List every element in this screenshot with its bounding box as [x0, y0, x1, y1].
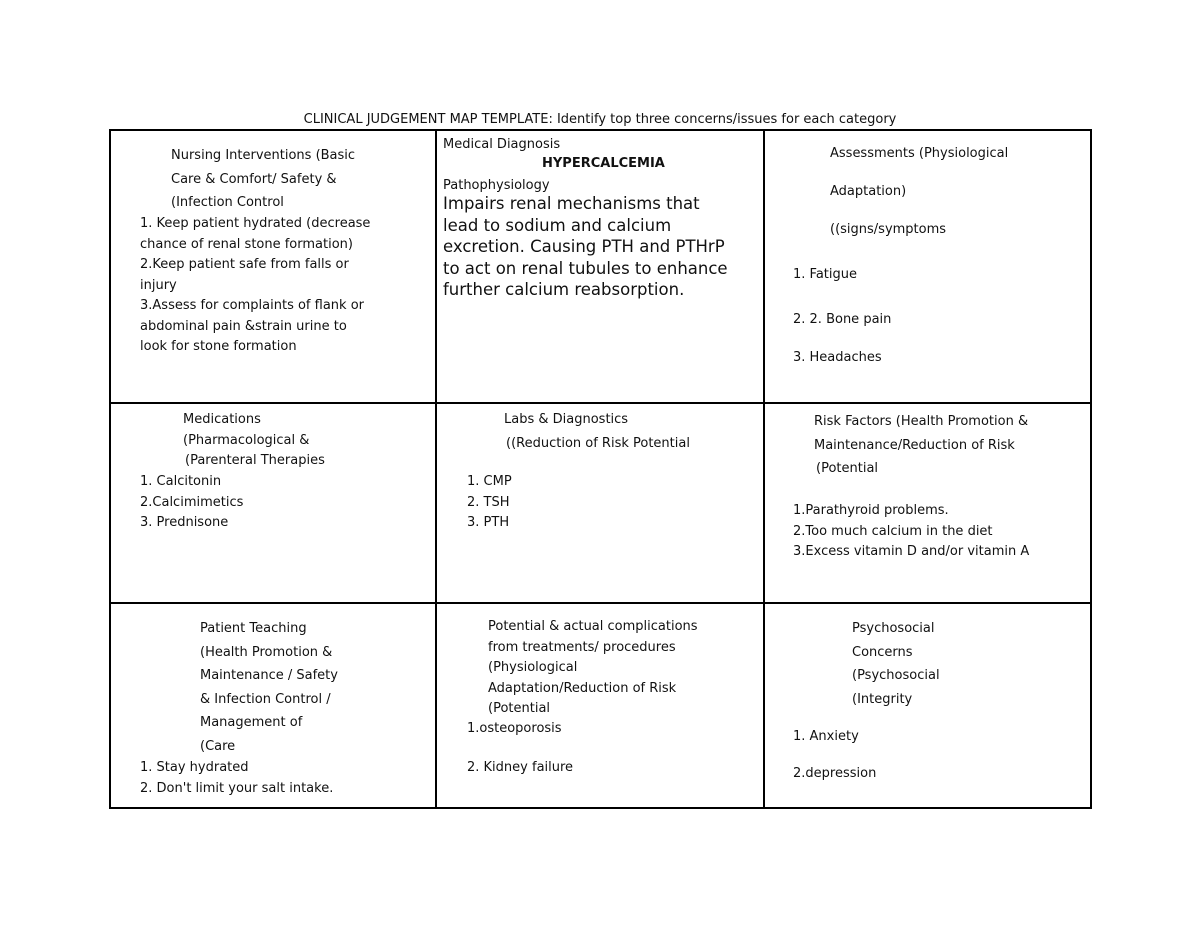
medical-diagnosis-label: Medical Diagnosis [443, 137, 561, 152]
labs-list [467, 472, 512, 534]
heading-line: Concerns [852, 644, 913, 660]
list-item: look for stone formation [140, 339, 297, 354]
heading-line: (Care [200, 738, 236, 754]
list-item: 2.Keep patient safe from falls or [140, 257, 349, 272]
list-item: 2. Don't limit your salt intake. [140, 780, 334, 796]
list-item: chance of renal stone formation) [140, 236, 353, 252]
list-item: 3. PTH [467, 515, 510, 530]
assessments-heading-line1: Assessments (Physiological [830, 146, 1009, 161]
patho-line: to act on renal tubules to enhance [443, 258, 728, 278]
list-item: 1. CMP [467, 474, 512, 489]
assessments-heading-line3: ((signs/symptoms [830, 222, 947, 237]
list-item: 1. Stay hydrated [140, 760, 249, 775]
column-divider-2 [763, 129, 765, 809]
patho-line: excretion. Causing PTH and PTHrP [443, 237, 725, 256]
list-item: 3.Assess for complaints of flank or [140, 298, 364, 313]
page-title: CLINICAL JUDGEMENT MAP TEMPLATE: Identify top three concerns/issues for each category [303, 112, 897, 127]
assessment-item-2: 2. 2. Bone pain [793, 312, 892, 327]
complications-heading [488, 617, 698, 720]
medical-diagnosis-value: HYPERCALCEMIA [542, 156, 665, 171]
risk-factors-heading [814, 410, 1028, 481]
heading-line: Medications [183, 412, 261, 427]
list-item: injury [140, 277, 177, 293]
psychosocial-item-1: 1. Anxiety [793, 729, 859, 744]
heading-line: (Potential [488, 701, 551, 716]
risk-factors-list [793, 501, 1029, 563]
patho-line: Impairs renal mechanisms that [443, 194, 700, 213]
assessments-heading-line2: Adaptation) [830, 184, 907, 199]
list-item: 1. Keep patient hydrated (decrease [140, 216, 371, 231]
row-divider-1 [109, 402, 1092, 404]
list-item: 2.Calcimimetics [140, 494, 244, 510]
heading-line: & Infection Control / [200, 691, 331, 707]
medications-heading [183, 410, 325, 472]
heading-line: Risk Factors (Health Promotion & [814, 414, 1029, 429]
patient-teaching-heading [200, 617, 338, 758]
assessment-item-1: 1. Fatigue [793, 267, 857, 282]
heading-line: Maintenance/Reduction of Risk [814, 437, 1015, 453]
patho-line: further calcium reabsorption. [443, 280, 685, 299]
heading-line: Care & Comfort/ Safety & [171, 171, 337, 187]
heading-line: Nursing Interventions (Basic [171, 148, 356, 163]
list-item: 1. Calcitonin [140, 474, 222, 489]
patho-line: lead to sodium and calcium [443, 215, 672, 235]
nursing-interventions-heading [171, 144, 355, 215]
row-divider-2 [109, 602, 1092, 604]
medications-list [140, 472, 243, 534]
pathophysiology-label: Pathophysiology [443, 178, 550, 193]
list-item: abdominal pain &strain urine to [140, 318, 347, 334]
heading-line: Maintenance / Safety [200, 668, 338, 683]
heading-line: (Pharmacological & [183, 432, 310, 448]
column-divider-1 [435, 129, 437, 809]
heading-line: (Health Promotion & [200, 644, 333, 660]
complication-item-2: 2. Kidney failure [467, 760, 574, 775]
heading-line: Potential & actual complications [488, 619, 698, 634]
heading-line: (Integrity [852, 691, 913, 707]
heading-line: Patient Teaching [200, 621, 307, 636]
labs-heading-line1: Labs & Diagnostics [504, 412, 629, 427]
heading-line: Management of [200, 715, 303, 730]
list-item: 3.Excess vitamin D and/or vitamin A [793, 544, 1030, 559]
complication-item-1: 1.osteoporosis [467, 721, 562, 736]
list-item: 1.Parathyroid problems. [793, 503, 949, 518]
list-item: 3. Prednisone [140, 515, 229, 530]
heading-line: (Infection Control [171, 195, 284, 210]
heading-line: (Parenteral Therapies [185, 453, 325, 468]
heading-line: from treatments/ procedures [488, 639, 676, 655]
list-item: 2.Too much calcium in the diet [793, 523, 993, 539]
heading-line: Psychosocial [852, 621, 935, 636]
list-item: 2. TSH [467, 494, 510, 510]
pathophysiology-text [443, 193, 728, 301]
heading-line: Adaptation/Reduction of Risk [488, 680, 677, 696]
heading-line: (Psychosocial [852, 668, 940, 683]
heading-line: (Potential [816, 461, 879, 476]
psychosocial-item-2: 2.depression [793, 766, 877, 781]
psychosocial-heading [852, 617, 940, 711]
patient-teaching-list [140, 758, 333, 799]
heading-line: (Physiological [488, 660, 578, 675]
assessment-item-3: 3. Headaches [793, 350, 882, 365]
labs-heading-line2: ((Reduction of Risk Potential [506, 436, 690, 451]
nursing-interventions-list [140, 214, 370, 358]
